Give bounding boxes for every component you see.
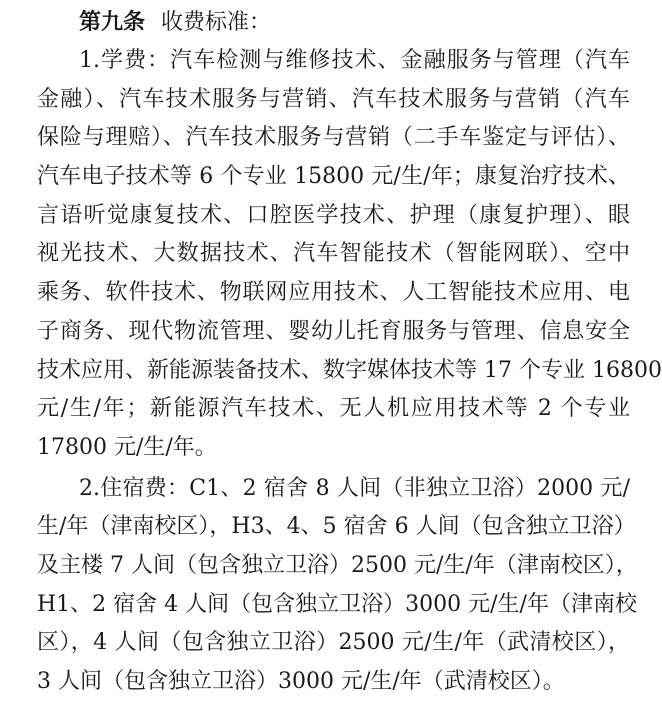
article-heading <box>37 4 630 42</box>
article-number: 第九条 <box>79 10 146 35</box>
paragraph-line: 汽车电子技术等 6 个专业 15800 元/生/年；康复治疗技术、 <box>37 164 630 190</box>
paragraph-line: 言语听觉康复技术、口腔医学技术、护理（康复护理）、眼 <box>37 202 630 228</box>
paragraph-line: 子商务、现代物流管理、婴幼儿托育服务与管理、信息安全 <box>37 318 630 344</box>
paragraph-line: 生/年（津南校区），H3、4、5 宿舍 6 人间（包含独立卫浴） <box>37 514 636 540</box>
paragraph-line: 元/生/年；新能源汽车技术、无人机应用技术等 2 个专业 <box>37 396 630 422</box>
paragraph-line: 乘务、软件技术、物联网应用技术、人工智能技术应用、电 <box>37 280 630 306</box>
tuition-paragraph <box>37 42 662 468</box>
paragraph-line: H1、2 宿舍 4 人间（包含独立卫浴）3000 元/生/年（津南校 <box>37 591 637 617</box>
paragraph-line: 金融）、汽车技术服务与营销、汽车技术服务与营销（汽车 <box>37 86 630 112</box>
paragraph-line: 区），4 人间（包含独立卫浴）2500 元/生/年（武清校区）， <box>37 630 630 656</box>
accommodation-paragraph <box>37 470 638 702</box>
paragraph-line: 及主楼 7 人间（包含独立卫浴）2500 元/生/年（津南校区）， <box>37 552 638 578</box>
paragraph-line: 2.住宿费：C1、2 宿舍 8 人间（非独立卫浴）2000 元/ <box>79 475 630 501</box>
paragraph-line: 1.学费：汽车检测与维修技术、金融服务与管理（汽车 <box>79 48 630 73</box>
paragraph-line: 3 人间（包含独立卫浴）3000 元/生/年（武清校区）。 <box>37 669 565 694</box>
paragraph-line: 17800 元/生/年。 <box>37 434 217 460</box>
paragraph-line: 保险与理赔）、汽车技术服务与营销（二手车鉴定与评估）、 <box>37 125 630 151</box>
article-title: 收费标准： <box>161 10 272 35</box>
paragraph-line: 视光技术、大数据技术、汽车智能技术（智能网联）、空中 <box>37 241 630 267</box>
paragraph-line: 技术应用、新能源装备技术、数字媒体技术等 17 个专业 16800 <box>37 357 662 383</box>
